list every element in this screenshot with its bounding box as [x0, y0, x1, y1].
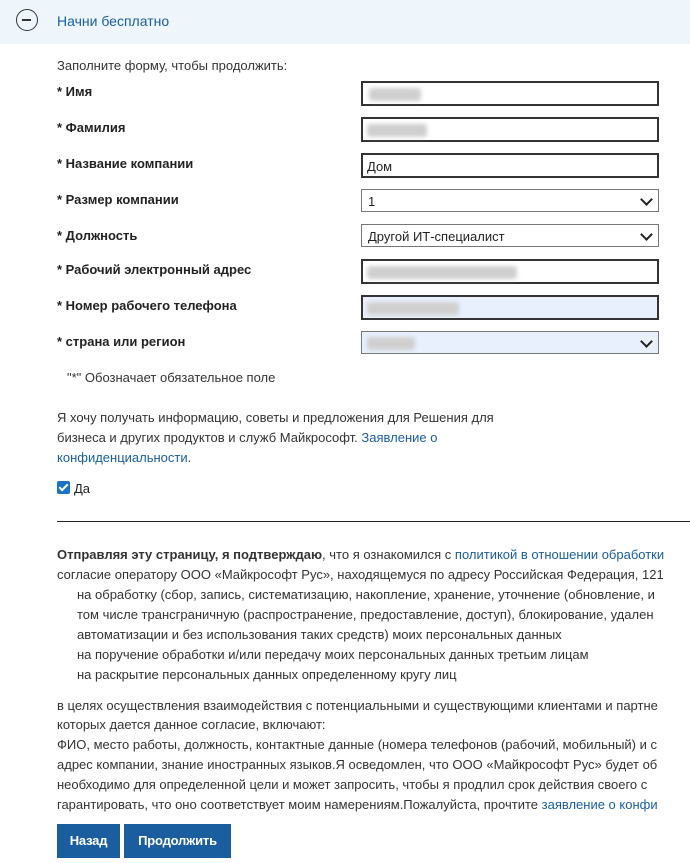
required-note: "*" Обозначает обязательное поле [67, 370, 276, 385]
consent-line: в целях осуществления взаимодействия с потенциальными и существующими клиентами и партне [57, 698, 658, 713]
collapse-minus-icon[interactable] [16, 9, 38, 31]
redacted-text [367, 266, 517, 279]
marketing-checkbox-label[interactable]: Да [74, 481, 91, 496]
last-name-input[interactable] [361, 117, 659, 142]
chevron-down-icon [640, 228, 653, 241]
consent-line: которых дается данное согласие, включают: [57, 717, 326, 732]
company-value: Дом [367, 159, 393, 174]
consent-line: адрес компании, знание иностранных языков.Я осведомлен, что ООО «Майкрософт Рус» будет об [57, 757, 658, 772]
redacted-text [367, 124, 427, 137]
privacy-link[interactable]: Заявление о конфиденциальности [57, 430, 438, 465]
email-label: * Рабочий электронный адрес [57, 262, 252, 277]
consent-line: необходимо для определенной цели и может запросить, чтобы я продлил срок действия своего с [57, 777, 648, 792]
job-title-value: Другой ИТ-специалист [368, 229, 505, 244]
job-title-select[interactable] [361, 224, 659, 247]
redacted-text [367, 337, 415, 350]
last-name-label: * Фамилия [57, 120, 126, 135]
consent-bullet: том числе трансграничную (распространение, предоставление, доступ), блокирование, удален [77, 607, 654, 622]
continue-button[interactable]: Продолжить [124, 824, 231, 858]
email-input[interactable] [361, 259, 659, 284]
consent-last-line [57, 796, 658, 814]
consent-lead-rest: , что я ознакомился с [322, 547, 455, 562]
marketing-text [57, 408, 527, 468]
company-size-label: * Размер компании [57, 192, 179, 207]
chevron-down-icon [640, 335, 653, 348]
section-title: Начни бесплатно [57, 13, 170, 29]
marketing-checkbox[interactable] [57, 481, 70, 494]
first-name-input[interactable] [361, 81, 659, 106]
company-size-value: 1 [368, 194, 376, 209]
country-select[interactable] [361, 331, 659, 354]
privacy-statement-link[interactable]: заявление о конфи [541, 797, 658, 812]
marketing-body: Я хочу получать информацию, советы и предложения для Решения для бизнеса и других продуктов и служб Майкрософт. [57, 410, 494, 445]
job-title-label: * Должность [57, 228, 138, 243]
policy-link[interactable]: политикой в отношении обработки [454, 547, 665, 562]
consent-bullet: на обработку (сбор, запись, систематизацию, накопление, хранение, уточнение (обновление, и [77, 587, 655, 602]
consent-lead [57, 546, 664, 564]
phone-input[interactable] [361, 295, 659, 320]
chevron-down-icon [640, 193, 653, 206]
section-header[interactable] [0, 0, 690, 44]
company-input[interactable] [361, 153, 659, 178]
redacted-text [367, 302, 459, 315]
form-intro: Заполните форму, чтобы продолжить: [57, 58, 288, 73]
redacted-text [369, 88, 421, 101]
consent-bullet: на поручение обработки и/или передачу моих персональных данных третьим лицам [77, 647, 589, 662]
consent-last-text: гарантировать, что оно соответствует моим намерениям.Пожалуйста, прочтите [57, 797, 542, 812]
company-size-select[interactable] [361, 189, 659, 212]
divider [57, 521, 690, 522]
consent-line: согласие оператору ООО «Майкрософт Рус», находящемуся по адресу Российская Федерация, 121 [57, 567, 664, 582]
marketing-period: . [187, 450, 192, 465]
country-label: * страна или регион [57, 334, 186, 349]
phone-label: * Номер рабочего телефона [57, 298, 237, 313]
consent-line: ФИО, место работы, должность, контактные данные (номера телефонов (рабочий, мобильный) и с [57, 737, 657, 752]
first-name-label: * Имя [57, 84, 93, 99]
consent-bullet: автоматизации и без использования таких средств) моих персональных данных [77, 627, 562, 642]
company-label: * Название компании [57, 156, 194, 171]
back-button[interactable]: Назад [57, 824, 120, 858]
consent-bullet: на раскрытие персональных данных определенному кругу лиц [77, 667, 457, 682]
consent-lead-bold: Отправляя эту страницу, я подтверждаю [57, 547, 323, 562]
